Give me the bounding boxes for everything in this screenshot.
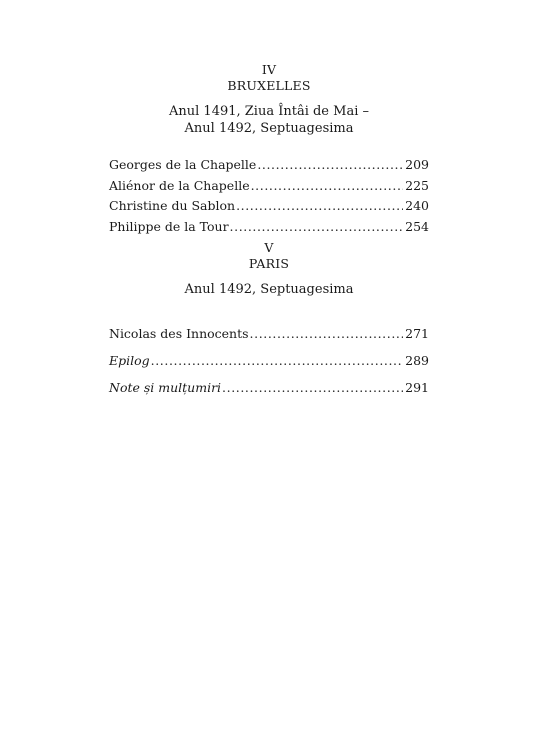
- section-number: V: [264, 240, 274, 255]
- dot-leader: [250, 320, 404, 347]
- toc-entry: [109, 347, 429, 374]
- toc-entry-title: Epilog: [109, 353, 150, 368]
- toc-entry: [109, 155, 429, 176]
- toc-entry-page: 271: [405, 326, 429, 341]
- section-title: BRUXELLES: [227, 78, 311, 93]
- toc-entry-page: 225: [405, 177, 429, 193]
- toc-entry-page: 240: [405, 198, 429, 213]
- toc-entry-title: Philippe de la Tour: [109, 218, 229, 234]
- section-dates: [109, 281, 429, 298]
- toc-entry: [109, 176, 429, 197]
- toc-entry-page: 289: [405, 353, 429, 368]
- toc-entry-title: Georges de la Chapelle: [109, 157, 257, 172]
- toc-entry-page: 254: [405, 218, 429, 234]
- section-dates-line: Anul 1492, Septuagesima: [184, 121, 354, 136]
- toc-list: [109, 320, 429, 401]
- toc-entry-title: Nicolas des Innocents: [109, 326, 249, 341]
- dot-leader: [230, 217, 404, 238]
- toc-entry-page: 209: [405, 157, 429, 172]
- toc-entry: [109, 374, 429, 401]
- dot-leader: [222, 374, 403, 401]
- dot-leader: [251, 176, 404, 197]
- section-number: IV: [261, 62, 277, 77]
- toc-section-v: [109, 240, 429, 401]
- dot-leader: [257, 155, 403, 176]
- toc-entry-title: Christine du Sablon: [109, 198, 236, 213]
- dot-leader: [236, 196, 403, 217]
- section-dates-line: Anul 1491, Ziua Întâi de Mai –: [169, 104, 369, 119]
- toc-list: [109, 155, 429, 237]
- dot-leader: [151, 347, 403, 374]
- toc-entry: [109, 196, 429, 217]
- toc-entry-page: 291: [405, 380, 429, 395]
- toc-entry: [109, 217, 429, 238]
- toc-section-iv: [109, 62, 429, 237]
- section-dates-line: Anul 1492, Septuagesima: [184, 282, 354, 297]
- toc-entry-title: Note și mulțumiri: [109, 380, 222, 395]
- toc-entry: [109, 320, 429, 347]
- toc-entry-title: Aliénor de la Chapelle: [109, 177, 250, 193]
- section-title: PARIS: [248, 256, 290, 271]
- section-dates: [109, 103, 429, 137]
